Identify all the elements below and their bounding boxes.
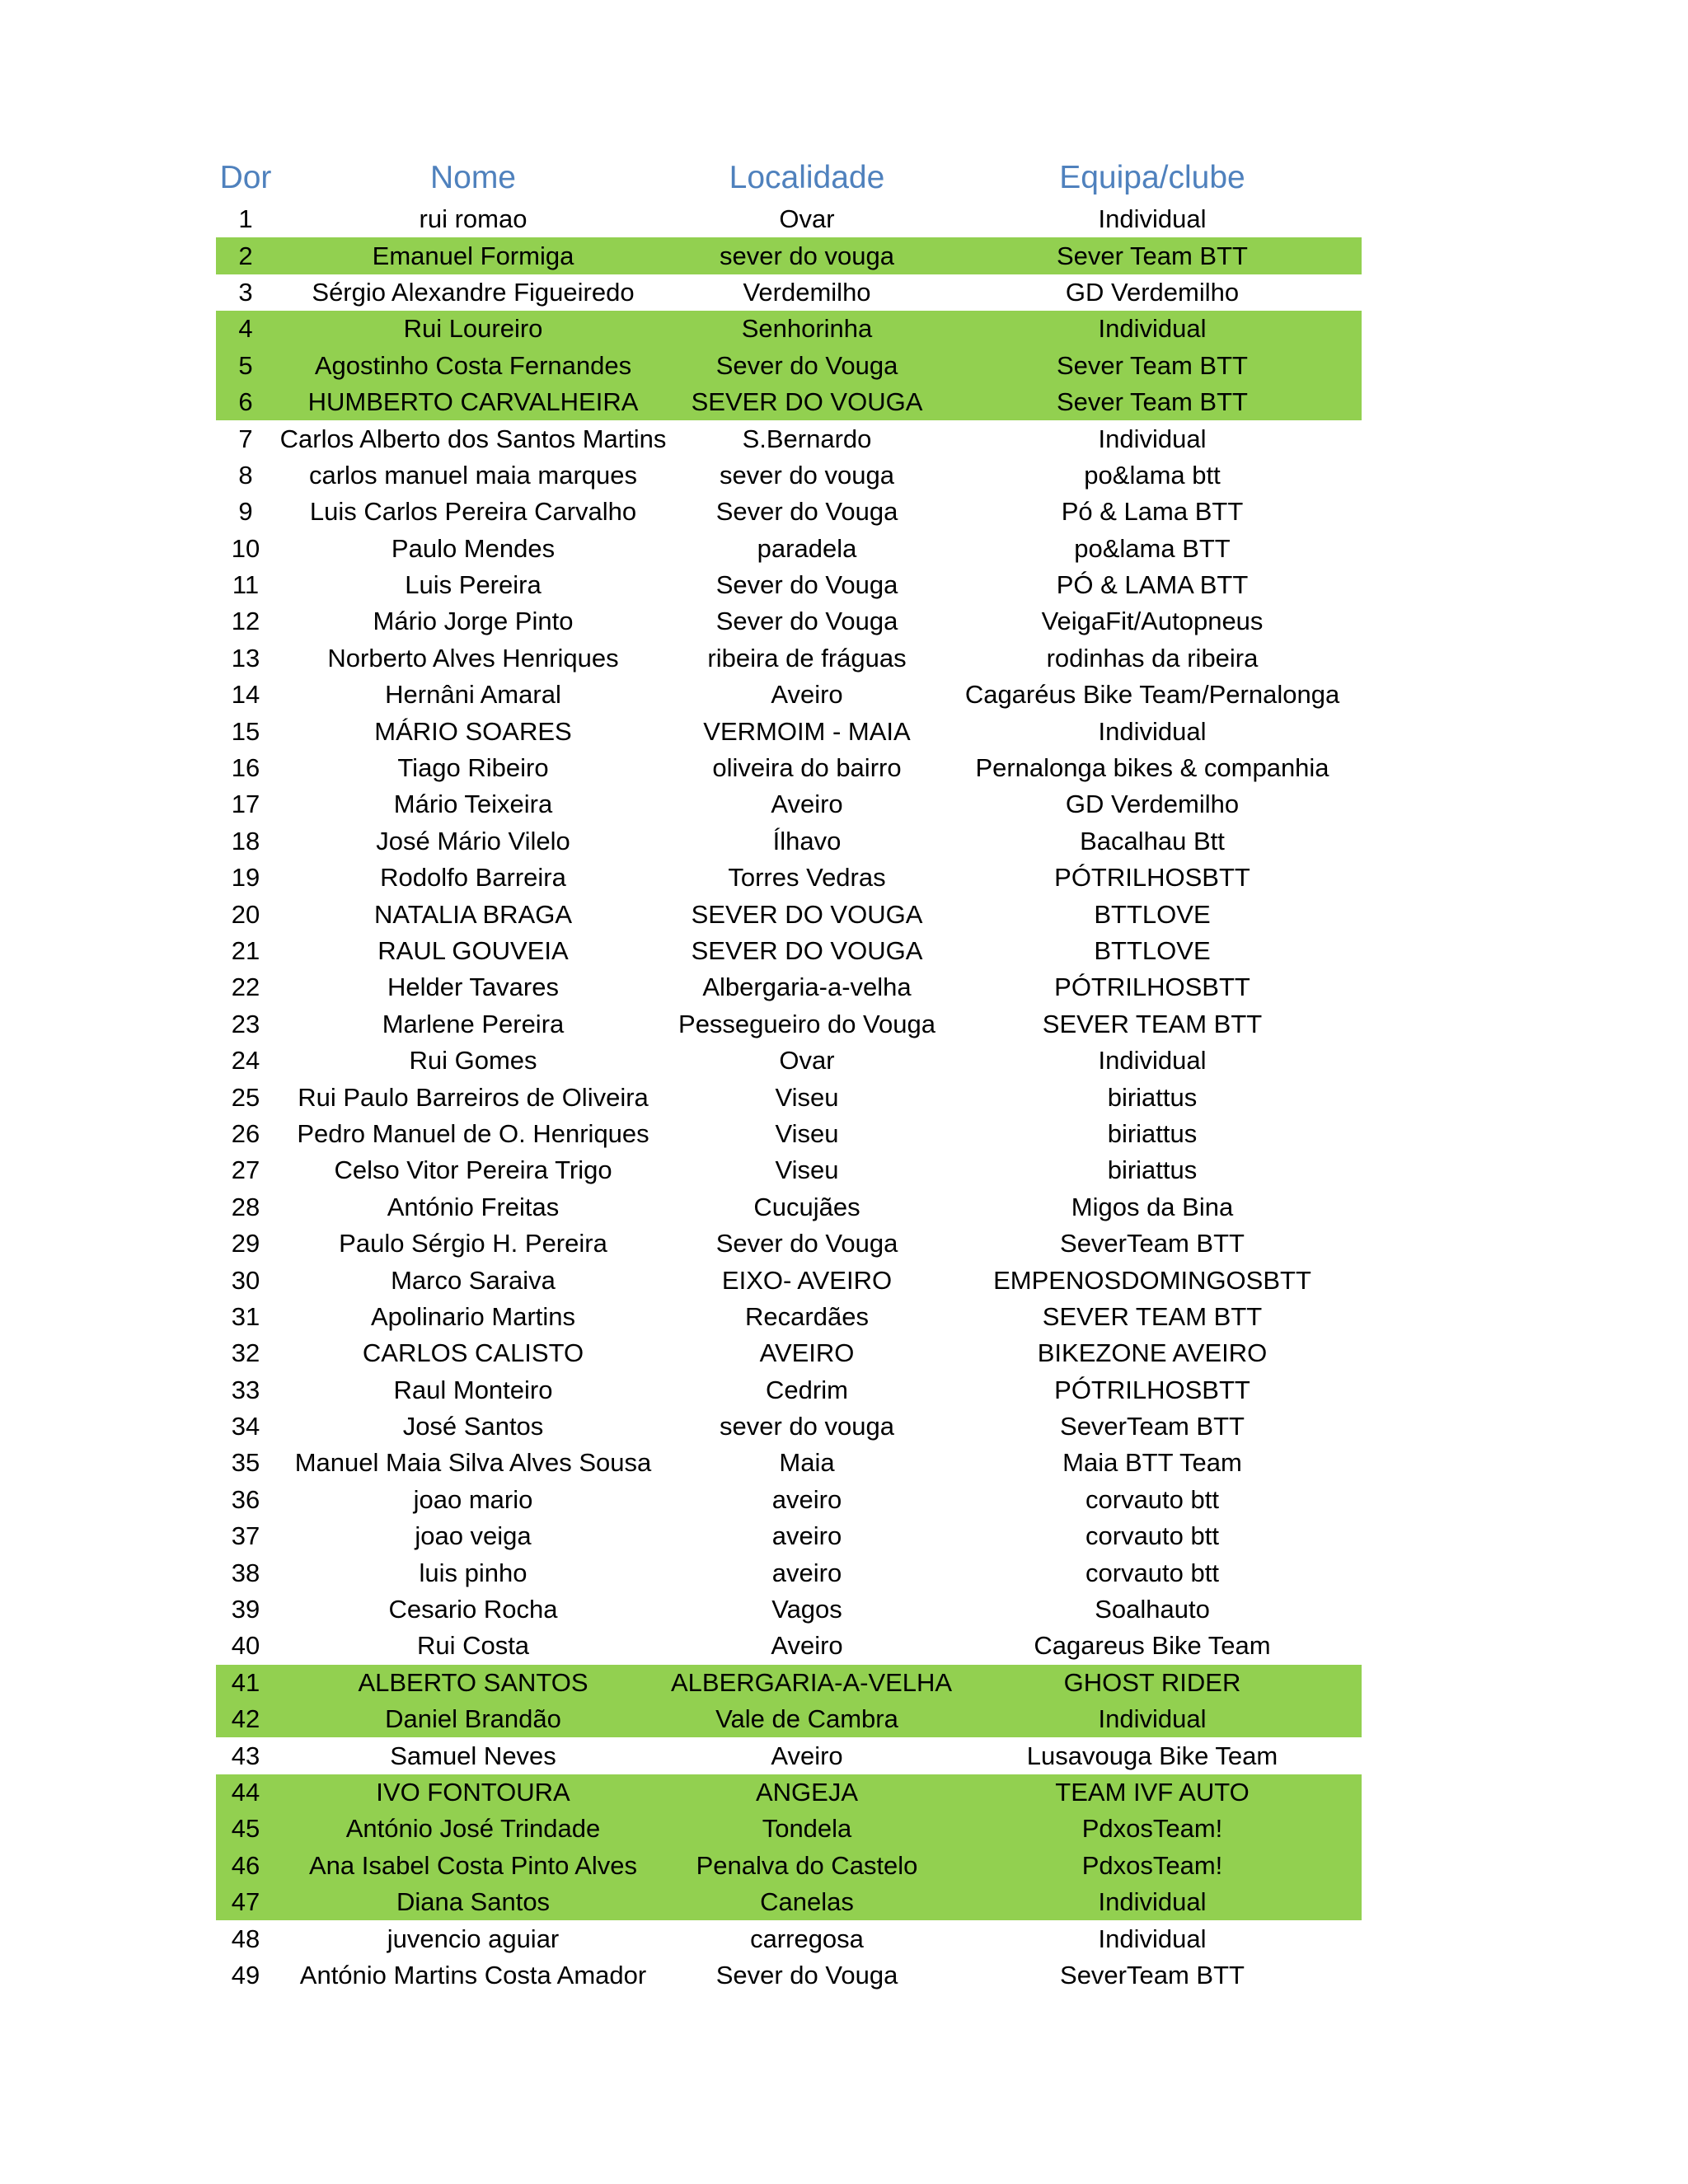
cell-nome: Marco Saraiva bbox=[391, 1265, 556, 1295]
cell-dor: 30 bbox=[231, 1265, 260, 1295]
cell-equipa: biriattus bbox=[1107, 1118, 1198, 1148]
cell-equipa: PÓTRILHOSBTT bbox=[1054, 863, 1250, 893]
cell-dor: 45 bbox=[231, 1814, 260, 1844]
cell-dor: 38 bbox=[231, 1558, 260, 1587]
cell-dor: 48 bbox=[231, 1924, 260, 1953]
cell-localidade: Vagos bbox=[771, 1595, 842, 1624]
cell-localidade: VERMOIM - MAIA bbox=[703, 716, 911, 746]
cell-localidade: aveiro bbox=[771, 1484, 842, 1514]
cell-dor: 29 bbox=[231, 1229, 260, 1258]
table-row bbox=[216, 896, 1362, 932]
table-row bbox=[216, 1043, 1362, 1079]
cell-localidade: Aveiro bbox=[771, 1741, 843, 1770]
cell-nome: Diana Santos bbox=[396, 1887, 551, 1917]
cell-dor: 44 bbox=[231, 1777, 260, 1807]
cell-equipa: Individual bbox=[1098, 1924, 1207, 1953]
cell-nome: Mário Jorge Pinto bbox=[373, 607, 574, 636]
table-row bbox=[216, 201, 1362, 237]
table-row bbox=[216, 567, 1362, 603]
cell-equipa: corvauto btt bbox=[1085, 1558, 1219, 1587]
cell-nome: juvencio aguiar bbox=[387, 1924, 560, 1953]
cell-dor: 6 bbox=[238, 387, 253, 417]
cell-equipa: SeverTeam BTT bbox=[1060, 1960, 1245, 1990]
cell-localidade: aveiro bbox=[771, 1558, 842, 1587]
table-row bbox=[216, 1482, 1362, 1518]
cell-localidade: Ílhavo bbox=[772, 826, 842, 855]
cell-dor: 17 bbox=[231, 790, 260, 819]
table-row bbox=[216, 457, 1362, 494]
table-row bbox=[216, 1628, 1362, 1664]
table-row bbox=[216, 1226, 1362, 1262]
cell-localidade: Viseu bbox=[775, 1155, 839, 1185]
cell-localidade: Sever do Vouga bbox=[715, 497, 898, 527]
cell-nome: Paulo Sérgio H. Pereira bbox=[339, 1229, 607, 1258]
cell-dor: 19 bbox=[231, 863, 260, 893]
cell-dor: 24 bbox=[231, 1046, 260, 1076]
cell-equipa: PÓTRILHOSBTT bbox=[1054, 972, 1250, 1002]
cell-equipa: Individual bbox=[1098, 716, 1207, 746]
cell-nome: Helder Tavares bbox=[387, 972, 559, 1002]
participants-table bbox=[216, 148, 1362, 1994]
cell-dor: 31 bbox=[231, 1301, 260, 1331]
cell-nome: carlos manuel maia marques bbox=[308, 460, 637, 490]
cell-equipa: GD Verdemilho bbox=[1065, 790, 1240, 819]
cell-equipa: PdxosTeam! bbox=[1081, 1850, 1223, 1880]
cell-equipa: Pó & Lama BTT bbox=[1061, 497, 1244, 527]
table-row bbox=[216, 860, 1362, 896]
cell-localidade: oliveira do bairro bbox=[712, 753, 902, 783]
cell-localidade: Verdemilho bbox=[743, 277, 871, 307]
table-row bbox=[216, 1811, 1362, 1847]
cell-localidade: Sever do Vouga bbox=[715, 570, 898, 600]
table-row bbox=[216, 1335, 1362, 1371]
cell-dor: 11 bbox=[232, 570, 260, 600]
cell-nome: Luis Pereira bbox=[405, 570, 542, 600]
cell-localidade: aveiro bbox=[771, 1521, 842, 1551]
cell-dor: 1 bbox=[238, 204, 253, 234]
cell-dor: 3 bbox=[238, 277, 253, 307]
cell-equipa: SEVER TEAM BTT bbox=[1042, 1301, 1263, 1331]
cell-equipa: PÓTRILHOSBTT bbox=[1054, 1375, 1250, 1404]
header-dor: Dor bbox=[219, 160, 272, 195]
cell-equipa: Cagareus Bike Team bbox=[1034, 1631, 1271, 1661]
cell-localidade: ANGEJA bbox=[755, 1777, 859, 1807]
cell-nome: Norberto Alves Henriques bbox=[327, 643, 619, 673]
header-localidade: Localidade bbox=[729, 160, 885, 195]
cell-dor: 18 bbox=[231, 826, 260, 855]
cell-equipa: Individual bbox=[1098, 204, 1207, 234]
cell-nome: Rui Gomes bbox=[409, 1046, 537, 1076]
cell-equipa: SeverTeam BTT bbox=[1060, 1412, 1245, 1441]
table-row bbox=[216, 1737, 1362, 1774]
cell-equipa: Migos da Bina bbox=[1071, 1192, 1234, 1221]
cell-equipa: Individual bbox=[1098, 424, 1207, 453]
cell-localidade: Cedrim bbox=[766, 1375, 848, 1404]
cell-dor: 5 bbox=[238, 350, 253, 380]
table-row bbox=[216, 1372, 1362, 1408]
cell-localidade: sever do vouga bbox=[720, 1412, 894, 1441]
cell-equipa: GHOST RIDER bbox=[1063, 1667, 1241, 1697]
table-row bbox=[216, 384, 1362, 420]
cell-nome: Rui Loureiro bbox=[403, 314, 543, 344]
cell-localidade: Sever do Vouga bbox=[715, 1229, 898, 1258]
cell-dor: 33 bbox=[231, 1375, 260, 1404]
table-row bbox=[216, 677, 1362, 713]
cell-localidade: Torres Vedras bbox=[728, 863, 886, 893]
cell-equipa: Maia BTT Team bbox=[1062, 1448, 1242, 1478]
table-row bbox=[216, 786, 1362, 823]
header-equipa: Equipa/clube bbox=[1059, 160, 1245, 195]
cell-dor: 16 bbox=[231, 753, 260, 783]
cell-localidade: Viseu bbox=[775, 1082, 839, 1112]
cell-dor: 9 bbox=[238, 497, 253, 527]
cell-localidade: AVEIRO bbox=[759, 1338, 855, 1368]
cell-dor: 4 bbox=[238, 314, 253, 344]
cell-dor: 46 bbox=[231, 1850, 260, 1880]
cell-equipa: po&lama BTT bbox=[1074, 533, 1231, 563]
cell-equipa: PdxosTeam! bbox=[1081, 1814, 1223, 1844]
cell-nome: luis pinho bbox=[419, 1558, 528, 1587]
cell-nome: joao veiga bbox=[415, 1521, 532, 1551]
header-nome: Nome bbox=[429, 160, 517, 195]
table-row bbox=[216, 1445, 1362, 1481]
table-row bbox=[216, 713, 1362, 749]
cell-dor: 14 bbox=[231, 680, 260, 710]
cell-equipa: Individual bbox=[1098, 1704, 1207, 1734]
cell-equipa: Individual bbox=[1098, 314, 1207, 344]
table-row bbox=[216, 1701, 1362, 1737]
table-row bbox=[216, 1518, 1362, 1554]
cell-equipa: EMPENOSDOMINGOSBTT bbox=[993, 1265, 1311, 1295]
cell-equipa: biriattus bbox=[1107, 1082, 1198, 1112]
cell-dor: 37 bbox=[231, 1521, 260, 1551]
cell-localidade: sever do vouga bbox=[720, 460, 894, 490]
cell-nome: Emanuel Formiga bbox=[372, 241, 574, 270]
cell-equipa: SEVER TEAM BTT bbox=[1042, 1009, 1263, 1038]
cell-equipa: Sever Team BTT bbox=[1056, 350, 1248, 380]
cell-nome: Mário Teixeira bbox=[393, 790, 553, 819]
table-row bbox=[216, 1591, 1362, 1628]
cell-dor: 36 bbox=[231, 1484, 260, 1514]
cell-equipa: SeverTeam BTT bbox=[1060, 1229, 1245, 1258]
cell-equipa: corvauto btt bbox=[1085, 1521, 1219, 1551]
cell-nome: RAUL GOUVEIA bbox=[377, 936, 569, 965]
cell-localidade: Viseu bbox=[775, 1118, 839, 1148]
cell-dor: 39 bbox=[231, 1595, 260, 1624]
cell-equipa: BIKEZONE AVEIRO bbox=[1037, 1338, 1268, 1368]
cell-dor: 23 bbox=[231, 1009, 260, 1038]
cell-nome: Marlene Pereira bbox=[382, 1009, 565, 1038]
cell-equipa: Sever Team BTT bbox=[1056, 241, 1248, 270]
cell-localidade: Cucujães bbox=[753, 1192, 860, 1221]
table-row bbox=[216, 1299, 1362, 1335]
table-row bbox=[216, 1408, 1362, 1445]
cell-equipa: Individual bbox=[1098, 1887, 1207, 1917]
cell-nome: Raul Monteiro bbox=[393, 1375, 553, 1404]
cell-nome: MÁRIO SOARES bbox=[374, 716, 572, 746]
table-row bbox=[216, 274, 1362, 311]
table-row bbox=[216, 1665, 1362, 1701]
cell-localidade: Ovar bbox=[779, 1046, 835, 1076]
table-row bbox=[216, 1116, 1362, 1152]
cell-localidade: Aveiro bbox=[771, 680, 843, 710]
cell-localidade: Sever do Vouga bbox=[715, 350, 898, 380]
cell-dor: 8 bbox=[238, 460, 253, 490]
cell-equipa: Cagaréus Bike Team/Pernalonga bbox=[964, 680, 1340, 710]
cell-dor: 22 bbox=[231, 972, 260, 1002]
cell-localidade: Canelas bbox=[760, 1887, 854, 1917]
cell-nome: Celso Vitor Pereira Trigo bbox=[334, 1155, 612, 1185]
cell-localidade: carregosa bbox=[750, 1924, 864, 1953]
cell-localidade: ribeira de fráguas bbox=[707, 643, 907, 673]
cell-equipa: BTTLOVE bbox=[1094, 899, 1211, 929]
cell-dor: 28 bbox=[231, 1192, 260, 1221]
cell-dor: 47 bbox=[231, 1887, 260, 1917]
cell-nome: Rodolfo Barreira bbox=[380, 863, 566, 893]
table-row bbox=[216, 1152, 1362, 1188]
cell-nome: Paulo Mendes bbox=[391, 533, 556, 563]
table-row bbox=[216, 1079, 1362, 1115]
cell-dor: 13 bbox=[231, 643, 260, 673]
table-body bbox=[216, 201, 1362, 1994]
table-row bbox=[216, 1006, 1362, 1043]
cell-nome: Agostinho Costa Fernandes bbox=[314, 350, 632, 380]
cell-equipa: Pernalonga bikes & companhia bbox=[975, 753, 1329, 783]
cell-localidade: Pessegueiro do Vouga bbox=[678, 1009, 935, 1038]
cell-nome: HUMBERTO CARVALHEIRA bbox=[307, 387, 639, 417]
cell-equipa: Bacalhau Btt bbox=[1080, 826, 1225, 855]
cell-equipa: biriattus bbox=[1107, 1155, 1198, 1185]
cell-dor: 21 bbox=[231, 936, 260, 965]
table-row bbox=[216, 1774, 1362, 1811]
cell-equipa: TEAM IVF AUTO bbox=[1055, 1777, 1250, 1807]
cell-dor: 15 bbox=[231, 716, 260, 746]
cell-nome: Luis Carlos Pereira Carvalho bbox=[309, 497, 637, 527]
cell-equipa: Lusavouga Bike Team bbox=[1026, 1741, 1278, 1770]
cell-nome: Cesario Rocha bbox=[388, 1595, 558, 1624]
cell-localidade: Senhorinha bbox=[741, 314, 873, 344]
cell-nome: Hernâni Amaral bbox=[385, 680, 561, 710]
cell-localidade: EIXO- AVEIRO bbox=[721, 1265, 893, 1295]
cell-localidade: Sever do Vouga bbox=[715, 607, 898, 636]
cell-dor: 2 bbox=[238, 241, 253, 270]
cell-localidade: paradela bbox=[757, 533, 857, 563]
cell-equipa: rodinhas da ribeira bbox=[1046, 643, 1259, 673]
cell-equipa: BTTLOVE bbox=[1094, 936, 1211, 965]
cell-dor: 10 bbox=[231, 533, 260, 563]
cell-nome: Pedro Manuel de O. Henriques bbox=[297, 1118, 649, 1148]
cell-dor: 26 bbox=[231, 1118, 260, 1148]
cell-dor: 20 bbox=[231, 899, 260, 929]
cell-localidade: Albergaria-a-velha bbox=[702, 972, 912, 1002]
table-row bbox=[216, 1262, 1362, 1298]
cell-nome: CARLOS CALISTO bbox=[362, 1338, 584, 1368]
cell-nome: joao mario bbox=[413, 1484, 533, 1514]
cell-equipa: VeigaFit/Autopneus bbox=[1041, 607, 1264, 636]
table-row bbox=[216, 603, 1362, 640]
cell-localidade: SEVER DO VOUGA bbox=[691, 899, 923, 929]
table-row bbox=[216, 969, 1362, 1005]
cell-localidade: sever do vouga bbox=[720, 241, 894, 270]
cell-nome: Samuel Neves bbox=[390, 1741, 556, 1770]
cell-nome: Daniel Brandão bbox=[385, 1704, 561, 1734]
table-row bbox=[216, 1848, 1362, 1884]
cell-nome: José Mário Vilelo bbox=[376, 826, 570, 855]
table-row bbox=[216, 823, 1362, 860]
table-row bbox=[216, 420, 1362, 457]
cell-dor: 43 bbox=[231, 1741, 260, 1770]
cell-nome: António José Trindade bbox=[345, 1814, 601, 1844]
table-header bbox=[216, 148, 1362, 201]
cell-dor: 7 bbox=[238, 424, 253, 453]
table-row bbox=[216, 1554, 1362, 1591]
table-row bbox=[216, 640, 1362, 677]
cell-equipa: Individual bbox=[1098, 1046, 1207, 1076]
cell-equipa: Sever Team BTT bbox=[1056, 387, 1248, 417]
cell-nome: rui romao bbox=[419, 204, 528, 234]
cell-nome: Apolinario Martins bbox=[370, 1301, 576, 1331]
cell-equipa: GD Verdemilho bbox=[1065, 277, 1240, 307]
cell-nome: Carlos Alberto dos Santos Martins bbox=[279, 424, 667, 453]
cell-dor: 32 bbox=[231, 1338, 260, 1368]
cell-equipa: PÓ & LAMA BTT bbox=[1056, 570, 1249, 600]
cell-equipa: po&lama btt bbox=[1084, 460, 1221, 490]
cell-localidade: SEVER DO VOUGA bbox=[691, 936, 923, 965]
cell-nome: ALBERTO SANTOS bbox=[358, 1667, 588, 1697]
cell-localidade: Maia bbox=[779, 1448, 835, 1478]
table-row bbox=[216, 1884, 1362, 1920]
cell-nome: António Freitas bbox=[387, 1192, 560, 1221]
table-row bbox=[216, 348, 1362, 384]
cell-nome: Sérgio Alexandre Figueiredo bbox=[312, 277, 635, 307]
cell-equipa: Soalhauto bbox=[1095, 1595, 1210, 1624]
table-row bbox=[216, 237, 1362, 274]
cell-localidade: Sever do Vouga bbox=[715, 1960, 898, 1990]
cell-localidade: S.Bernardo bbox=[742, 424, 872, 453]
cell-nome: Ana Isabel Costa Pinto Alves bbox=[308, 1850, 638, 1880]
cell-dor: 40 bbox=[231, 1631, 260, 1661]
cell-nome: José Santos bbox=[402, 1412, 544, 1441]
table-row bbox=[216, 933, 1362, 969]
cell-nome: Rui Costa bbox=[416, 1631, 530, 1661]
cell-dor: 42 bbox=[231, 1704, 260, 1734]
cell-nome: António Martins Costa Amador bbox=[299, 1960, 647, 1990]
table-row bbox=[216, 531, 1362, 567]
cell-localidade: Recardães bbox=[745, 1301, 869, 1331]
cell-localidade: ALBERGARIA-A-VELHA bbox=[671, 1667, 953, 1697]
table-row bbox=[216, 1920, 1362, 1957]
cell-dor: 41 bbox=[231, 1667, 260, 1697]
cell-localidade: Aveiro bbox=[771, 1631, 843, 1661]
cell-localidade: Vale de Cambra bbox=[715, 1704, 898, 1734]
table-row bbox=[216, 311, 1362, 347]
table-row bbox=[216, 494, 1362, 530]
cell-dor: 49 bbox=[231, 1960, 260, 1990]
cell-localidade: Ovar bbox=[779, 204, 835, 234]
cell-localidade: Aveiro bbox=[771, 790, 843, 819]
cell-nome: NATALIA BRAGA bbox=[373, 899, 573, 929]
cell-localidade: Penalva do Castelo bbox=[696, 1850, 918, 1880]
cell-localidade: Tondela bbox=[762, 1814, 852, 1844]
cell-nome: Rui Paulo Barreiros de Oliveira bbox=[298, 1082, 649, 1112]
cell-dor: 25 bbox=[231, 1082, 260, 1112]
cell-dor: 12 bbox=[231, 607, 260, 636]
table-row bbox=[216, 1957, 1362, 1994]
cell-nome: Tiago Ribeiro bbox=[397, 753, 549, 783]
cell-dor: 34 bbox=[231, 1412, 260, 1441]
cell-dor: 27 bbox=[231, 1155, 260, 1185]
table-row bbox=[216, 750, 1362, 786]
cell-nome: Manuel Maia Silva Alves Sousa bbox=[294, 1448, 652, 1478]
cell-equipa: corvauto btt bbox=[1085, 1484, 1219, 1514]
cell-localidade: SEVER DO VOUGA bbox=[691, 387, 923, 417]
table-row bbox=[216, 1189, 1362, 1226]
cell-nome: IVO FONTOURA bbox=[376, 1777, 570, 1807]
cell-dor: 35 bbox=[231, 1448, 260, 1478]
